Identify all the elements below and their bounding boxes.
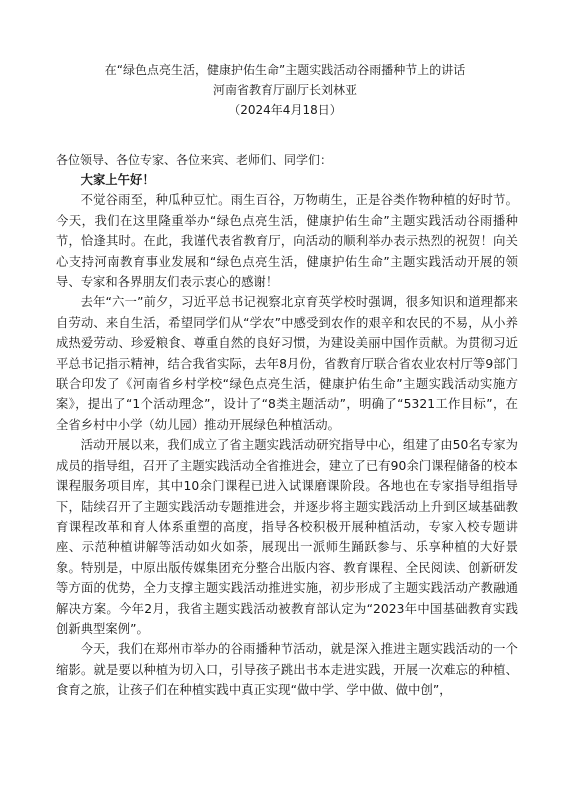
paragraph-4: 今天，我们在郑州市举办的谷雨播种节活动，就是深入推进主题实践活动的一个缩影。就是要以种植为切入口，引导孩子跳出书本走进实践，开展一次难忘的种植、食育之旅，让孩子们在种植实践中真正实现“做中学、学中做、做中创”， [56, 642, 518, 698]
greeting: 大家上午好！ [80, 173, 155, 187]
speech-body [56, 150, 518, 701]
speech-header [0, 60, 570, 120]
salutation: 各位领导、各位专家、各位来宾、老师们、同学们： [56, 153, 333, 167]
speech-date: （2024年4月18日） [228, 103, 342, 117]
speaker-line: 河南省教育厅副厅长刘林亚 [212, 83, 357, 97]
paragraph-3: 活动开展以来，我们成立了省主题实践活动研究指导中心，组建了由50名专家为成员的指导组，召开了主题实践活动全省推进会，建立了已有90余门课程储备的校本课程服务项目库，其中10余门课程已进入试课磨课阶段。各地也在专家指导组指导下，陆续召开了主题实践活动专题推进会，并逐步将主题实践活动上升到区域基础教育课程改革和育人体系重塑的高度，指导各校积极开展种植活动，专家入校专题讲座、示范种植讲解等活动如火如荼，展现出一派师生踊跃参与、乐享种植的大好景象。特别是，中原出版传媒集团充分整合出版内容、教育课程、全民阅读、创新研发等方面的优势，全力支撑主题实践活动推进实施，初步形成了主题实践活动产教融通解决方案。今年2月，我省主题实践活动被教育部认定为“2023年中国基础教育实践创新典型案例”。 [56, 438, 518, 636]
paragraph-2: 去年“六一”前夕，习近平总书记视察北京育英学校时强调，很多知识和道理都来自劳动、来自生活，希望同学们从“学农”中感受到农作的艰辛和农民的不易，从小养成热爱劳动、珍爱粮食、尊重自然的良好习惯，为建设美丽中国作贡献。为贯彻习近平总书记指示精神，结合我省实际，去年8月份，省教育厅联合省农业农村厅等9部门联合印发了《河南省乡村学校“绿色点亮生活，健康护佑生命”主题实践活动实施方案》，提出了“1个活动理念”，设计了“8类主题活动”，明确了“5321工作目标”，在全省乡村中小学（幼儿园）推动开展绿色种植活动。 [56, 295, 518, 432]
speech-title: 在“绿色点亮生活，健康护佑生命”主题实践活动谷雨播种节上的讲话 [104, 63, 466, 77]
paragraph-1: 不觉谷雨至，种瓜种豆忙。雨生百谷，万物萌生，正是谷类作物种植的好时节。今天，我们在这里隆重举办“绿色点亮生活，健康护佑生命”主题实践活动谷雨播种节，恰逢其时。在此，我谨代表省教育厅，向活动的顺利举办表示热烈的祝贺！向关心支持河南教育事业发展和“绿色点亮生活，健康护佑生命”主题实践活动开展的领导、专家和各界朋友们表示衷心的感谢！ [56, 193, 518, 290]
